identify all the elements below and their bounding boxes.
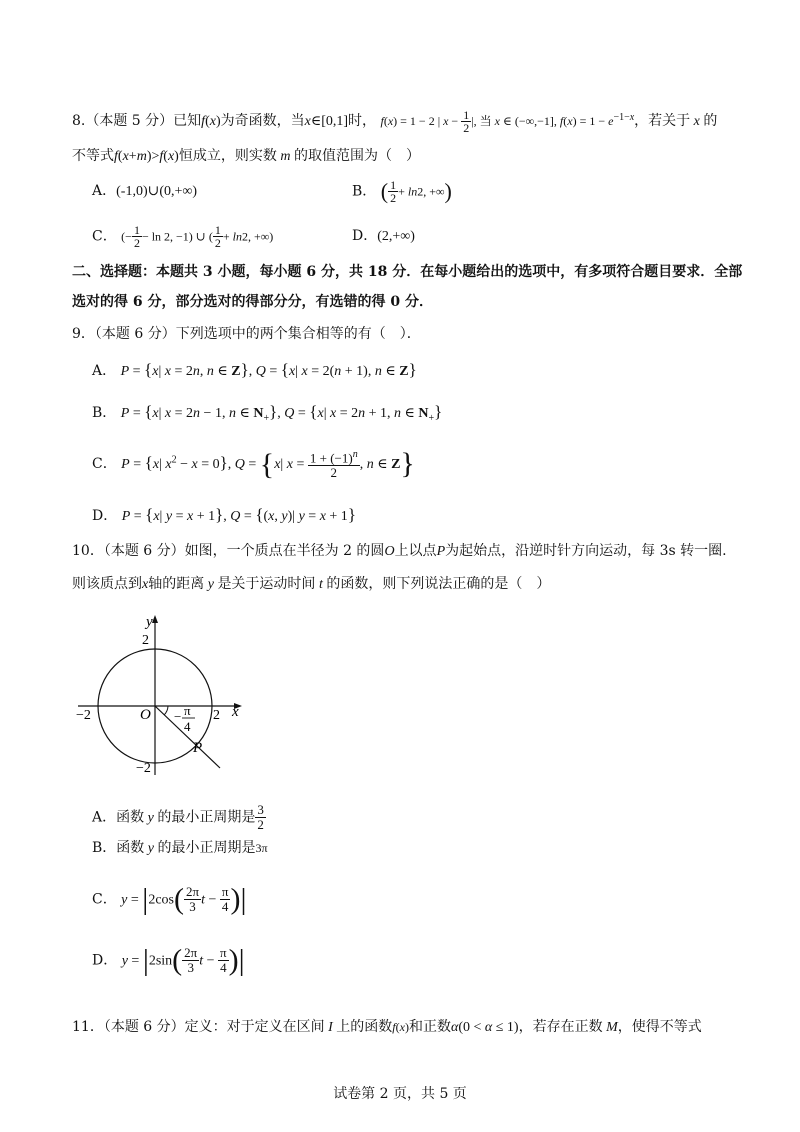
angle-sign: − xyxy=(174,709,182,724)
option-text: 函数 xyxy=(116,840,145,856)
q8-option-c: C． (− $\frac{1}{2}$ − ln 2, −1) ∪ ( $\frac{1}{2}$ + ln2, +∞) xyxy=(92,223,274,250)
option-label: D． xyxy=(352,228,378,244)
q11-text: ，若存在正数 xyxy=(518,1019,603,1035)
q10-text: 则该质点到 xyxy=(72,576,142,592)
option-label: C． xyxy=(92,891,117,908)
q8-line2: 不等式f(x+m)>f(x)恒成立，则实数 m 的取值范围为（ ） xyxy=(72,148,420,164)
option-text: 的最小正周期是 xyxy=(157,840,256,856)
tick-top: 2 xyxy=(142,633,149,648)
q9-stem: 9．（本题 6 分）下列选项中的两个集合相等的有（ ）． xyxy=(72,326,421,342)
q8-option-b: B． ( $\frac{1}{2}$ + ln2, +∞) xyxy=(352,178,452,205)
point-p-label: P xyxy=(193,740,203,756)
option-label: C． xyxy=(92,228,117,245)
q9-option-d: D． P = {x| y = x + 1}, Q = {(x, y)| y = x + 1} xyxy=(92,505,356,524)
q10-line2: 则该质点到x轴的距离 y 是关于运动时间 t 的函数，则下列说法正确的是（ ） xyxy=(72,576,551,592)
q10-text: 10．（本题 6 分）如图，一个质点在半径为 2 的圆 xyxy=(72,543,385,559)
q9-option-a: A． P = {x| x = 2n, n ∈ Z}, Q = {x| x = 2(n + 1), n ∈ Z} xyxy=(92,360,417,379)
option-value: (-1,0)∪(0,+∞) xyxy=(116,184,198,199)
q10-option-d: D． y = |2sin( $\frac{2\pi}{3}$ t − $\frac{\pi}{4}$ )| xyxy=(92,943,245,977)
q11-text: 上的函数 xyxy=(336,1019,393,1035)
option-text: 函数 xyxy=(116,809,145,826)
option-label: A． xyxy=(92,809,117,826)
q10-text: 轴的距离 xyxy=(148,576,205,592)
q10-text: 的函数，则下列说法正确的是（ ） xyxy=(326,576,551,592)
section-heading-2: 选对的得 6 分，部分选对的得部分分，有选错的得 0 分． xyxy=(72,294,433,310)
q11-line1: 11．（本题 6 分）定义：对于定义在区间 I 上的函数f(x)和正数α(0 < α ≤ 1)，若存在正数 M，使得不等式 xyxy=(72,1019,702,1035)
option-text: 的最小正周期是 xyxy=(157,809,256,826)
math-fx: f xyxy=(201,114,206,129)
option-label: B． xyxy=(92,840,117,856)
q8-number: 8.（本题 5 分） xyxy=(72,113,174,129)
tick-right: 2 xyxy=(213,708,220,723)
q9-option-c: C． P = {x| $x^2 - x = 0$}, Q = {x| x = $\frac{1 + (-1)^n}{2}$ , n ∈ Z} xyxy=(92,447,415,481)
q11-text: ，使得不等式 xyxy=(617,1019,702,1035)
q8-option-d xyxy=(352,226,415,247)
q10-option-b: B．函数 y 的最小正周期是3π xyxy=(92,840,268,856)
q10-text: 为起始点，沿逆时针方向运动，每 3s 转一圈. xyxy=(445,543,727,559)
q11-text: 和正数 xyxy=(408,1019,451,1035)
option-label: D． xyxy=(92,508,118,524)
fraction-half: $\frac{1}{2}$ xyxy=(463,107,470,135)
q10-option-a: A．函数 y 的最小正周期是 $\frac{3}{2}$ xyxy=(92,802,264,832)
tick-bottom: −2 xyxy=(136,761,151,776)
q8-text: 为奇函数，当 xyxy=(220,113,305,129)
q8-text: 的 xyxy=(703,113,718,129)
circle-figure xyxy=(70,610,250,780)
option-label: D． xyxy=(92,952,118,969)
angle-numerator: π xyxy=(184,703,191,718)
option-label: A． xyxy=(92,183,117,199)
option-label: A． xyxy=(92,363,117,379)
q11-text: 11．（本题 6 分）定义：对于定义在区间 xyxy=(72,1019,325,1035)
page-footer: 试卷第 2 页，共 5 页 xyxy=(333,1086,467,1102)
y-axis-label: y xyxy=(146,614,153,630)
q10-line1: 10．（本题 6 分）如图，一个质点在半径为 2 的圆O上以点P为起始点，沿逆时针方向运动，每 3s 转一圈. xyxy=(72,543,727,559)
option-label: B． xyxy=(352,183,377,200)
q8-text: 若关于 xyxy=(648,113,691,129)
q10-text: 上以点 xyxy=(394,543,437,559)
origin-label: O xyxy=(140,707,151,723)
q8-text: 不等式 xyxy=(72,148,114,164)
x-axis-label: x xyxy=(232,704,239,720)
q8-text: 恒成立，则实数 xyxy=(178,148,277,164)
q10-text: 是关于运动时间 xyxy=(217,576,316,592)
q8-text: 时， xyxy=(348,113,377,129)
q10-option-c: C． y = |2cos( $\frac{2\pi}{3}$ t − $\frac{\pi}{4}$ )| xyxy=(92,882,247,916)
q9-option-b: B． P = {x| x = 2n − 1, n ∈ $N_+$}, Q = {x| x = 2n + 1, n ∈ $N_+$} xyxy=(92,402,443,424)
option-value: 3π xyxy=(255,841,268,855)
option-label: C． xyxy=(92,456,117,473)
tick-left: −2 xyxy=(76,708,91,723)
angle-arc xyxy=(164,706,168,715)
option-value: (2,+∞) xyxy=(377,229,415,244)
q8-line1: 8.（本题 5 分）已知f(x)为奇函数，当x∈[0,1]时， f(x) = 1 − 2 | x − $\frac{1}{2}$ |, 当 x ∈ (−∞,−1], $f(x) = 1 - e^{-1-x}$，若关于 x 的 xyxy=(72,107,718,135)
angle-denominator: 4 xyxy=(184,719,191,734)
option-label: B． xyxy=(92,405,117,421)
q8-text: 已知 xyxy=(173,113,202,129)
q8-option-a xyxy=(92,181,197,202)
q8-text: 的取值范围为（ ） xyxy=(293,148,420,164)
section-heading: 二、选择题：本题共 3 小题，每小题 6 分，共 18 分．在每小题给出的选项中，有多项符合题目要求．全部 xyxy=(72,264,743,280)
y-axis-arrow xyxy=(152,615,158,623)
